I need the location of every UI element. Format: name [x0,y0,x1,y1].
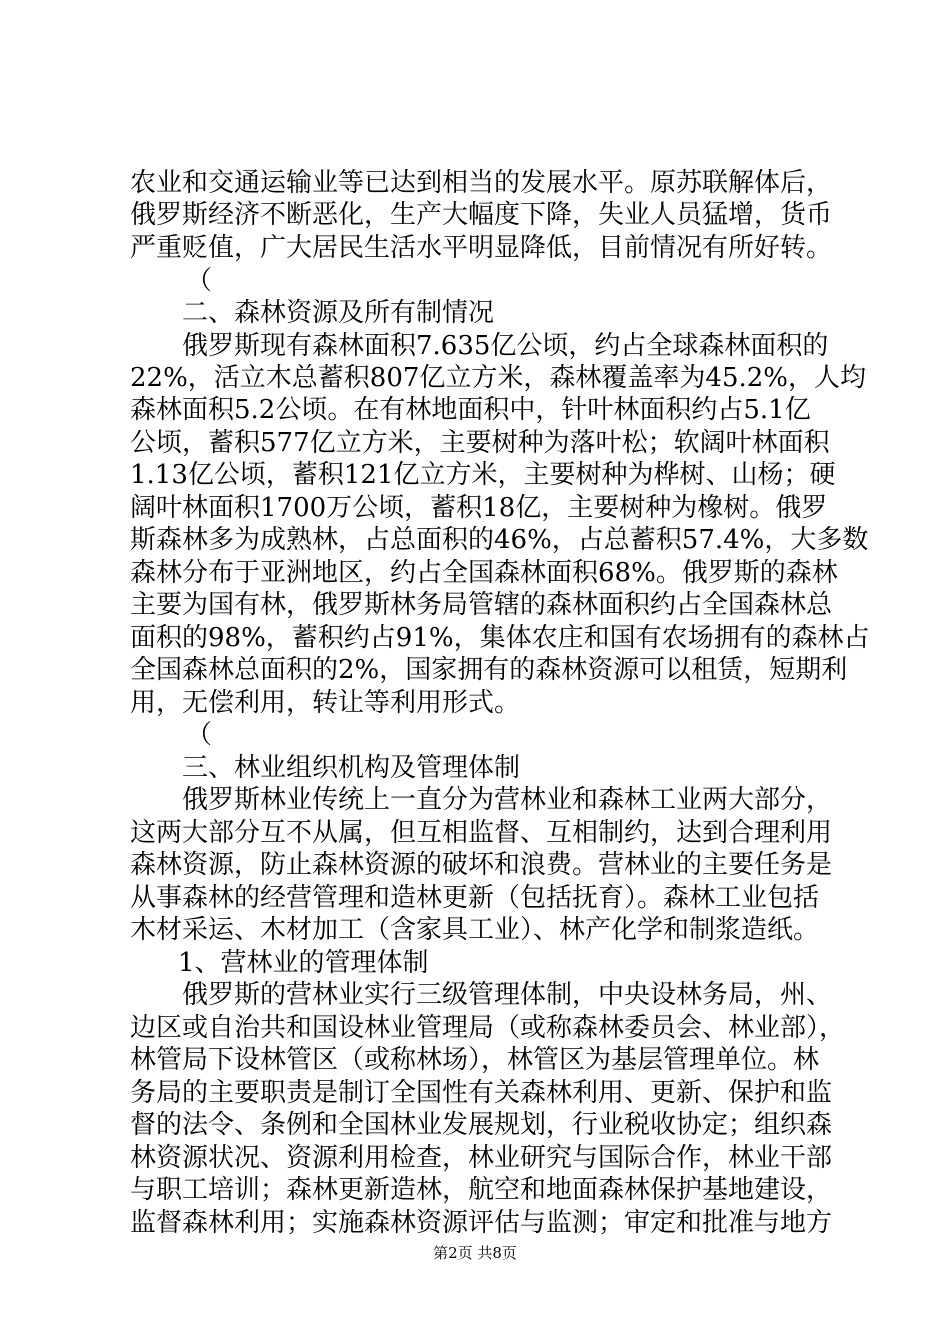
section-heading: 三、林业组织机构及管理体制 [182,753,521,783]
paragraph-line: 务局的主要职责是制订全国性有关森林利用、更新、保护和监 [130,1078,833,1108]
paragraph-line: 森林分布于亚洲地区，约占全国森林面积68%。俄罗斯的森林 [130,558,838,588]
paragraph-line: 森林资源，防止森林资源的破坏和浪费。营林业的主要任务是 [130,850,833,880]
paragraph-line: 农业和交通运输业等已达到相当的发展水平。原苏联解体后， [130,168,833,198]
paragraph-line: 1.13亿公顷，蓄积121亿立方米，主要树种为桦树、山杨；硬 [130,460,836,490]
paragraph-line: 全国森林总面积的2%，国家拥有的森林资源可以租赁，短期利 [130,655,848,685]
paragraph-line: 边区或自治共和国设林业管理局（或称森林委员会、林业部）， [130,1013,846,1043]
paragraph-line: 面积的98%，蓄积约占91%，集体农庄和国有农场拥有的森林占 [130,623,870,653]
paragraph-line: 这两大部分互不从属，但互相监督、互相制约，达到合理利用 [130,818,833,848]
paragraph-line: 公顷，蓄积577亿立方米，主要树种为落叶松；软阔叶林面积 [130,428,830,458]
paragraph-line: 俄罗斯的营林业实行三级管理体制，中央设林务局，州、 [182,980,833,1010]
paragraph-line: 森林面积5.2公顷。在有林地面积中，针叶林面积约占5.1亿 [130,395,811,425]
paragraph-line: 从事森林的经营管理和造林更新（包括抚育）。森林工业包括 [130,883,820,913]
bracket-mark: （ [186,266,213,296]
paragraph-line: 用，无偿利用，转让等利用形式。 [130,688,521,718]
paragraph-line: 严重贬值，广大居民生活水平明显降低，目前情况有所好转。 [130,233,833,263]
paragraph-line: 木材采运、木材加工（含家具工业）、林产化学和制浆造纸。 [130,915,820,945]
section-heading: 二、森林资源及所有制情况 [182,298,495,328]
paragraph-line: 俄罗斯经济不断恶化，生产大幅度下降，失业人员猛增，货币 [130,200,833,230]
bracket-mark: （ [186,720,213,750]
paragraph-line: 督的法令、条例和全国林业发展规划，行业税收协定；组织森 [130,1110,833,1140]
paragraph-line: 与职工培训；森林更新造林，航空和地面森林保护基地建设， [130,1175,833,1205]
paragraph-line: 俄罗斯林业传统上一直分为营林业和森林工业两大部分， [182,785,833,815]
paragraph-line: 林资源状况、资源利用检查，林业研究与国际合作，林业干部 [130,1143,833,1173]
paragraph-line: 斯森林多为成熟林，占总面积的46%，占总蓄积57.4%，大多数 [130,525,869,555]
paragraph-line: 阔叶林面积1700万公顷，蓄积18亿，主要树种为橡树。俄罗 [130,493,828,523]
paragraph-line: 监督森林利用；实施森林资源评估与监测；审定和批准与地方 [130,1208,833,1238]
paragraph-line: 22%，活立木总蓄积807亿立方米，森林覆盖率为45.2%，人均 [130,363,867,393]
paragraph-line: 俄罗斯现有森林面积7.635亿公顷，约占全球森林面积的 [182,331,829,361]
page-number-footer: 第2页 共8页 [433,1244,517,1262]
subsection-heading: 1、营林业的管理体制 [178,948,429,978]
paragraph-line: 林管局下设林管区（或称林场），林管区为基层管理单位。林 [130,1045,820,1075]
paragraph-line: 主要为国有林，俄罗斯林务局管辖的森林面积约占全国森林总 [130,590,833,620]
